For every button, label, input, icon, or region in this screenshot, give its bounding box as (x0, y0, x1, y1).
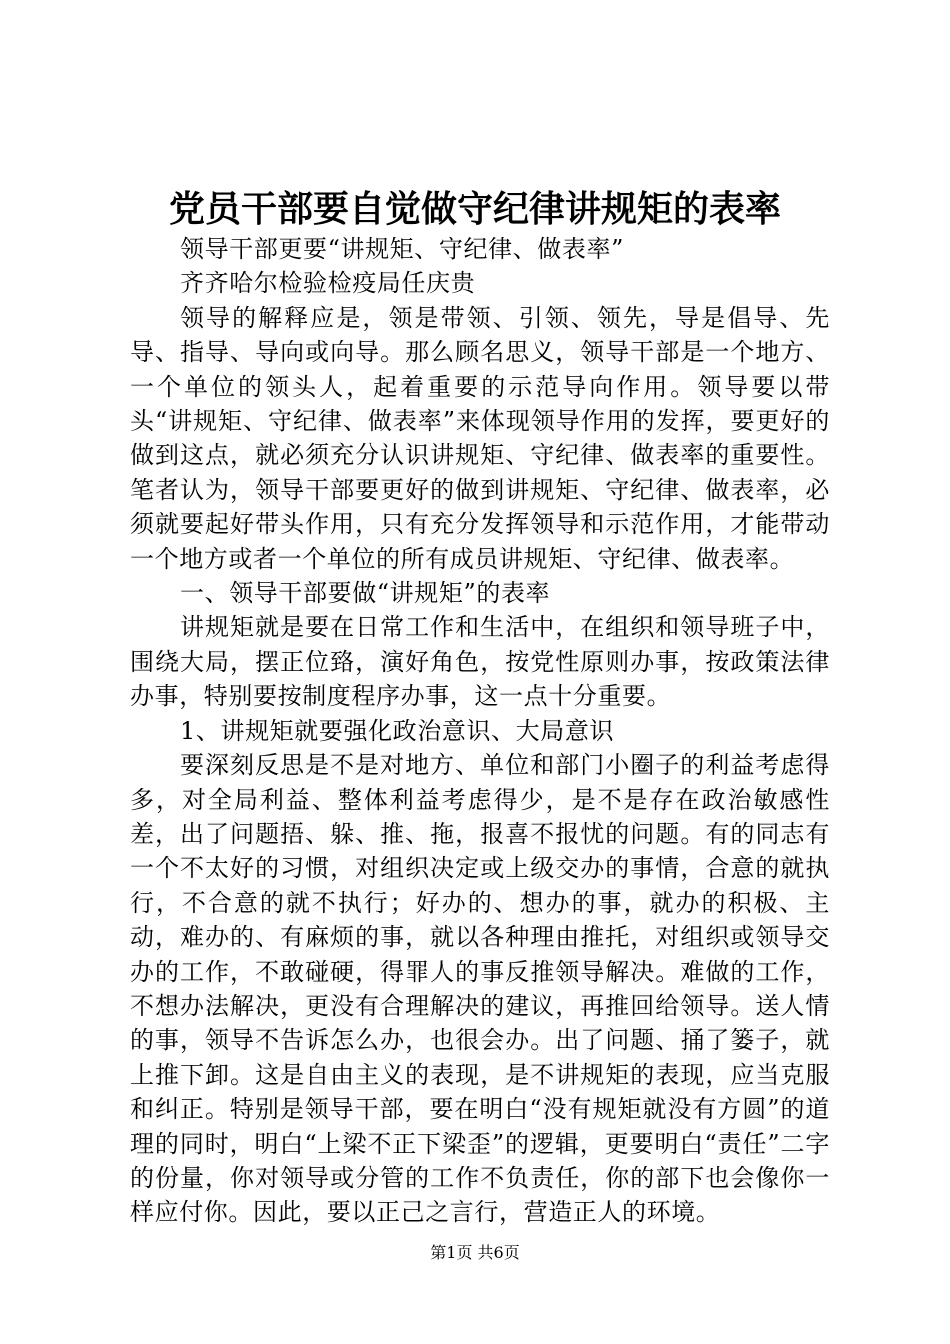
document-body (130, 232, 830, 1230)
paragraph-subsection-1: 要深刻反思是不是对地方、单位和部门小圈子的利益考虑得多，对全局利益、整体利益考虑得少，是不是存在政治敏感性差，出了问题捂、躲、推、拖，报喜不报忧的问题。有的同志有一个不太好的习惯，对组织决定或上级交办的事情，合意的就执行，不合意的就不执行；好办的、想办的事，就办的积极、主动，难办的、有麻烦的事，就以各种理由推托，对组织或领导交办的工作，不敢碰硬，得罪人的事反推领导解决。难做的工作，不想办法解决，更没有合理解决的建议，再推回给领导。送人情的事，领导不告诉怎么办，也很会办。出了问题、捅了篓子，就上推下卸。这是自由主义的表现，是不讲规矩的表现，应当克服和纠正。特别是领导干部，要在明白“没有规矩就没有方圆”的道理的同时，明白“上梁不正下梁歪”的逻辑，更要明白“责任”二字的份量，你对领导或分管的工作不负责任，你的部下也会像你一样应付你。因此，要以正己之言行，营造正人的环境。 (130, 751, 830, 1227)
section-heading-1: 一、领导干部要做“讲规矩”的表率 (180, 579, 551, 608)
subtitle-line: 领导干部更要“讲规矩、守纪律、做表率” (180, 235, 624, 263)
author-line: 齐齐哈尔检验检疫局任庆贵 (180, 269, 476, 298)
document-title: 党员干部要自觉做守纪律讲规矩的表率 (168, 188, 781, 230)
paragraph-intro: 领导的解释应是，领是带领、引领、领先，导是倡导、先导、指导、导向或向导。那么顾名思义，领导干部是一个地方、一个单位的领头人，起着重要的示范导向作用。领导要以带头“讲规矩、守纪律、做表率”来体现领导作用的发挥，要更好的做到这点，就必须充分认识讲规矩、守纪律、做表率的重要性。笔者认为，领导干部要更好的做到讲规矩、守纪律、做表率，必须就要起好带头作用，只有充分发挥领导和示范作用，才能带动一个地方或者一个单位的所有成员讲规矩、守纪律、做表率。 (130, 303, 830, 573)
paragraph-section-1: 讲规矩就是要在日常工作和生活中，在组织和领导班子中，围绕大局，摆正位臵，演好角色，按党性原则办事，按政策法律办事，特别要按制度程序办事，这一点十分重要。 (130, 613, 830, 711)
subsection-heading-1: 1、讲规矩就要强化政治意识、大局意识 (180, 716, 615, 745)
page-number-footer: 第1页 共6页 (430, 1243, 520, 1262)
